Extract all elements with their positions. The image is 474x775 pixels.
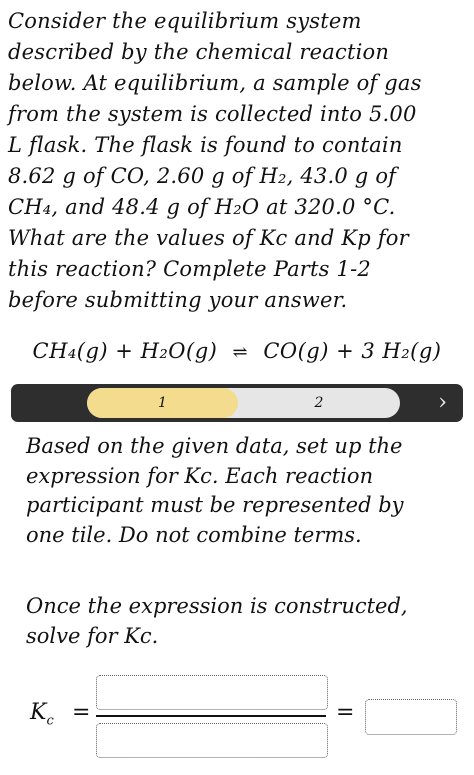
question-line: CH₄, and 48.4 g of H₂O at 320.0 °C. — [8, 195, 396, 219]
numerator-drop-box[interactable] — [96, 675, 328, 710]
step-2-tab[interactable]: 2 — [314, 395, 324, 411]
chemical-equation — [0, 339, 474, 363]
instruction-line: solve for Kc. — [26, 624, 159, 648]
step-1-tab[interactable]: 1 — [87, 388, 238, 418]
denominator-drop-box[interactable] — [96, 723, 328, 758]
question-line: before submitting your answer. — [8, 288, 348, 312]
part2-instructions — [26, 591, 466, 651]
equation-products: CO(g) + 3 H₂(g) — [263, 339, 442, 363]
fraction-bar — [96, 715, 326, 717]
kc-subscript: c — [46, 713, 54, 729]
step-progress-bar — [87, 388, 400, 418]
equilibrium-arrow: ⇌ — [232, 342, 249, 363]
question-line: What are the values of Kc and Kp for — [8, 226, 409, 250]
question-line: this reaction? Complete Parts 1-2 — [8, 257, 371, 281]
part1-instructions — [26, 432, 466, 550]
instruction-line: Based on the given data, set up the — [26, 434, 403, 458]
question-line: from the system is collected into 5.00 — [8, 102, 417, 126]
kc-symbol: K — [30, 700, 47, 725]
instruction-line: participant must be represented by — [26, 493, 404, 517]
kc-answer-box[interactable] — [365, 699, 457, 735]
chevron-right-icon[interactable]: › — [438, 390, 447, 415]
equation-reactants: CH₄(g) + H₂O(g) — [32, 339, 218, 363]
question-line: Consider the equilibrium system — [8, 9, 362, 33]
equals-sign-result: = — [336, 700, 355, 725]
question-line: described by the chemical reaction — [8, 40, 390, 64]
question-text — [8, 6, 466, 316]
instruction-line: expression for Kc. Each reaction — [26, 463, 374, 488]
equals-sign: = — [72, 700, 91, 725]
instruction-line: one tile. Do not combine terms. — [26, 522, 362, 547]
kc-label — [30, 700, 54, 728]
part-stepper — [11, 384, 463, 422]
question-line: L flask. The flask is found to contain — [8, 133, 403, 157]
question-line: 8.62 g of CO, 2.60 g of H₂, 43.0 g of — [8, 164, 397, 188]
question-line: below. At equilibrium, a sample of gas — [8, 71, 422, 95]
instruction-line: Once the expression is constructed, — [26, 594, 408, 618]
